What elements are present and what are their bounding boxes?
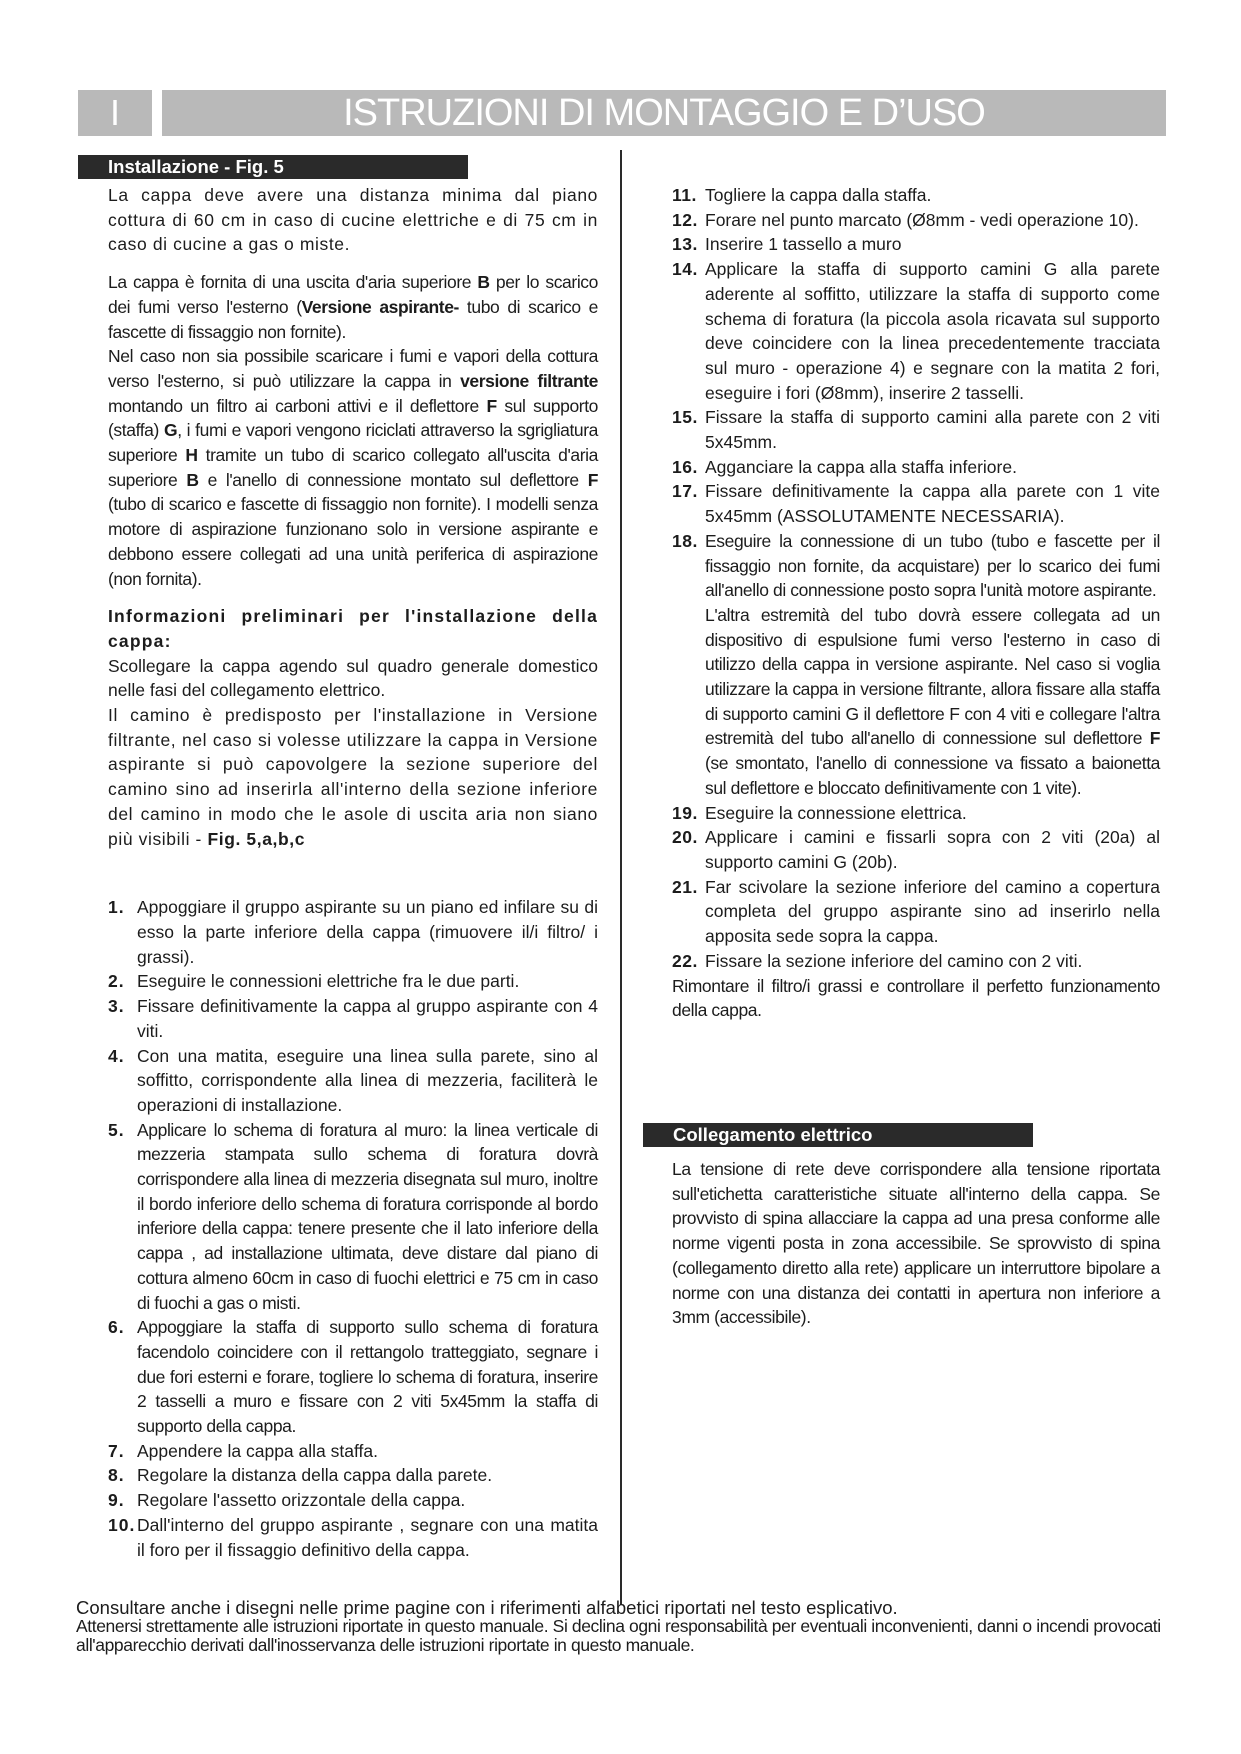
list-item: 21. Far scivolare la sezione inferiore del camino a copertura completa del gruppo aspirante sino ad inserirlo nella apposita sede sopra la cappa. [672,876,1160,947]
language-badge: I [78,90,152,136]
preliminary-paragraph: Scollegare la cappa agendo sul quadro generale domestico nelle fasi del collegamento elettrico. [108,655,598,701]
left-column [108,183,598,1562]
electrical-section [672,1157,1160,1330]
outlet-paragraph: La cappa è fornita di una uscita d'aria superiore B per lo scarico dei fumi verso l'esterno (Versione aspirante- tubo di scarico e fascette di fissaggio non fornite). [108,272,598,342]
footer-note: Consultare anche i disegni nelle prime pagine con i riferimenti alfabetici riportati nel testo esplicativo. [76,1597,898,1618]
list-item: 17. Fissare definitivamente la cappa alla parete con 1 vite 5x45mm (ASSOLUTAMENTE NECESSARIA). [672,481,1160,527]
list-item: 22. Fissare la sezione inferiore del camino con 2 viti. [672,950,1083,971]
footer-disclaimer: Attenersi strettamente alle istruzioni riportate in questo manuale. Si declina ogni responsabilità per eventuali inconvenienti, danni o incendi provocati all'apparecchio derivati dall'inosservanza delle istruzioni riportate in questo manuale. [76,1616,1161,1655]
right-column [672,183,1160,1023]
closing-paragraph: Rimontare il filtro/i grassi e controllare il perfetto funzionamento della cappa. [672,975,1160,1021]
list-item: 8. Regolare la distanza della cappa dalla parete. [108,1465,493,1486]
electrical-heading: Collegamento elettrico [643,1123,1033,1147]
list-item: 19. Eseguire la connessione elettrica. [672,802,967,823]
list-item: 5. Applicare lo schema di foratura al muro: la linea verticale di mezzeria stampata sullo schema di foratura dovrà corrispondere alla linea di mezzeria disegnata sul muro, inoltre il bordo inferiore dello schema di foratura corrisponde al bordo inferiore della cappa: tenere presente che il lato inferiore della cappa , ad installazione ultimata, deve distare dal piano di cottura almeno 60cm in caso di fuochi elettrici e 75 cm in caso di fuochi a gas o misti. [108,1119,598,1313]
list-item: 4. Con una matita, eseguire una linea sulla parete, sino al soffitto, corrispondente alla linea di mezzeria, faciliterà le operazioni di installazione. [108,1045,598,1115]
list-item: 10. Dall'interno del gruppo aspirante , segnare con una matita il foro per il fissaggio definitivo della cappa. [108,1514,598,1560]
list-item: 2. Eseguire le connessioni elettriche fra le due parti. [108,971,520,992]
preliminary-heading: Informazioni preliminari per l'installazione della cappa: [108,606,598,651]
steps-list-right [672,183,1160,974]
list-item: 14. Applicare la staffa di supporto camini G alla parete aderente al soffitto, utilizzare la staffa di supporto come schema di foratura (la piccola asola ricavata sul supporto deve coincidere con la linea precedentemente tracciata sul muro - operazione 4) e segnare con la matita 2 fori, eseguire i fori (Ø8mm), inserire 2 tasselli. [672,259,1160,403]
page-header [78,90,1166,136]
list-item: 1. Appoggiare il gruppo aspirante su un piano ed infilare su di esso la parte inferiore della cappa (rimuovere il/i filtro/ i grassi). [108,897,598,967]
list-item: 18. Eseguire la connessione di un tubo (tubo e fascette per il fissaggio non fornite, da acquistare) per lo scarico dei fumi all'anello di connessione posto sopra l'unità motore aspirante. L'altra estremità del tubo dovrà essere collegata ad un dispositivo di espulsione fumi verso l'esterno in caso di utilizzo della cappa in versione aspirante. Nel caso si voglia utilizzare la cappa in versione filtrante, allora fissare alla staffa di supporto camini G il deflettore F con 4 viti e collegare l'altra estremità del tubo all'anello di connessione sul deflettore F (se smontato, l'anello di connessione va fissato a baionetta sul deflettore e bloccato definitivamente con 1 vite). [672,530,1160,798]
intro-paragraph: La cappa deve avere una distanza minima dal piano cottura di 60 cm in caso di cucine elettriche e di 75 cm in caso di cucine a gas o miste. [108,185,598,255]
filter-paragraph: Nel caso non sia possibile scaricare i fumi e vapori della cottura verso l'esterno, si può utilizzare la cappa in versione filtrante montando un filtro ai carboni attivi e il deflettore F sul supporto (staffa) G, i fumi e vapori vengono riciclati attraverso la sgrigliatura superiore H tramite un tubo di scarico collegato all'uscita d'aria superiore B e l'anello di connessione montato sul deflettore F (tubo di scarico e fascette di fissaggio non fornite). I modelli senza motore di aspirazione funzionano solo in versione aspirante e debbono essere collegati ad una unità periferica di aspirazione (non fornita). [108,346,599,589]
steps-list-left [108,895,598,1562]
page-title: ISTRUZIONI DI MONTAGGIO E D’USO [162,90,1166,136]
electrical-paragraph: La tensione di rete deve corrispondere alla tensione riportata sull'etichetta caratteristiche situate all'interno della cappa. Se provvisto di spina allacciare la cappa ad una presa conforme alle norme vigenti posta in zona accessibile. Se sprovvisto di spina (collegamento diretto alla rete) applicare un interruttore bipolare a norme con una distanza dei contatti in apertura non inferiore a 3mm (accessibile). [672,1159,1160,1328]
chimney-paragraph: Il camino è predisposto per l'installazione in Versione filtrante, nel caso si volesse utilizzare la cappa in Versione aspirante si può capovolgere la sezione superiore del camino sino ad inserirla all'interno della sezione inferiore del camino in modo che le asole di uscita aria non siano più visibili - Fig. 5,a,b,c [108,705,598,849]
list-item: 16. Agganciare la cappa alla staffa inferiore. [672,456,1017,477]
list-item: 7. Appendere la cappa alla staffa. [108,1440,378,1461]
list-item: 6. Appoggiare la staffa di supporto sullo schema di foratura facendolo coincidere con il rettangolo tratteggiato, segnare i due fori esterni e forare, togliere lo schema di foratura, inserire 2 tasselli a muro e fissare con 2 viti 5x45mm la staffa di supporto della cappa. [108,1317,598,1437]
list-item: 13. Inserire 1 tassello a muro [672,234,902,255]
list-item: 12. Forare nel punto marcato (Ø8mm - vedi operazione 10). [672,209,1139,230]
column-divider [620,150,622,1605]
installation-heading: Installazione - Fig. 5 [78,155,468,179]
list-item: 15. Fissare la staffa di supporto camini alla parete con 2 viti 5x45mm. [672,407,1160,453]
list-item: 3. Fissare definitivamente la cappa al gruppo aspirante con 4 viti. [108,996,598,1041]
page-footer [76,1598,1166,1655]
list-item: 11. Togliere la cappa dalla staffa. [672,185,932,205]
list-item: 20. Applicare i camini e fissarli sopra con 2 viti (20a) al supporto camini G (20b). [672,827,1160,872]
list-item: 9. Regolare l'assetto orizzontale della cappa. [108,1490,466,1511]
